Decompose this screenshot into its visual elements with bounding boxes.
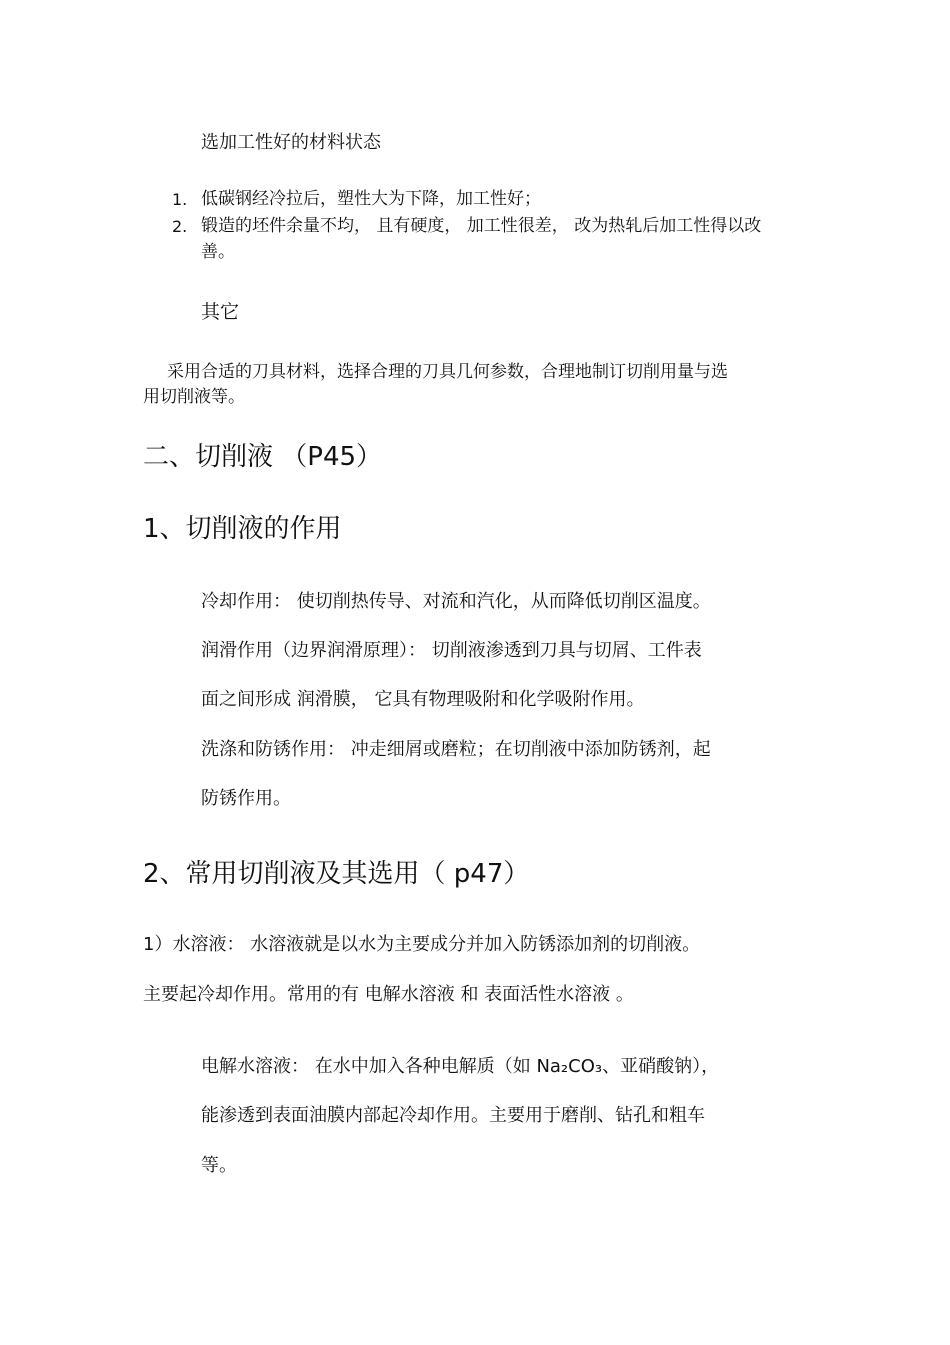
water-solution-line-2: 主要起冷却作用。常用的有 电解水溶液 和 表面活性水溶液 。: [143, 984, 634, 1005]
lubrication-function-line-1: 润滑作用（边界润滑原理）： 切削液渗透到刀具与切屑、工件表: [201, 640, 702, 661]
subsection-heading-common-fluids: 2、常用切削液及其选用（ p47）: [143, 859, 530, 889]
water-solution-line-1: 1）水溶液： 水溶液就是以水为主要成分并加入防锈添加剂的切削液。: [143, 934, 701, 955]
material-state-subtitle: 选加工性好的材料状态: [201, 132, 381, 153]
list-item-text: 低碳钢经冷拉后，塑性大为下降，加工性好；: [201, 189, 541, 209]
list-item-number: 1.: [172, 190, 188, 209]
washing-function-line-2: 防锈作用。: [201, 788, 291, 809]
electrolyte-solution-line-2: 能渗透到表面油膜内部起冷却作用。主要用于磨削、钻孔和粗车: [201, 1105, 705, 1126]
washing-function-line-1: 洗涤和防锈作用： 冲走细屑或磨粒；在切削液中添加防锈剂，起: [201, 739, 711, 760]
list-item-text: 锻造的坯件余量不均， 且有硬度， 加工性很差， 改为热轧后加工性得以改: [201, 216, 762, 236]
cooling-function-text: 冷却作用： 使切削热传导、对流和汽化，从而降低切削区温度。: [201, 591, 711, 612]
other-title: 其它: [201, 301, 240, 323]
other-paragraph-line-2: 用切削液等。: [143, 387, 245, 407]
subsection-heading-function: 1、切削液的作用: [143, 514, 342, 544]
list-item-text-continued: 善。: [201, 242, 235, 262]
list-item-number: 2.: [172, 217, 188, 236]
electrolyte-solution-line-3: 等。: [201, 1155, 237, 1176]
lubrication-function-line-2: 面之间形成 润滑膜， 它具有物理吸附和化学吸附作用。: [201, 689, 645, 710]
electrolyte-solution-line-1: 电解水溶液： 在水中加入各种电解质（如 Na₂CO₃、亚硝酸钠），: [201, 1056, 720, 1077]
section-heading-cutting-fluid: 二、切削液 （P45）: [143, 442, 383, 472]
other-paragraph-line-1: 采用合适的刀具材料，选择合理的刀具几何参数，合理地制订切削用量与选: [167, 362, 728, 382]
